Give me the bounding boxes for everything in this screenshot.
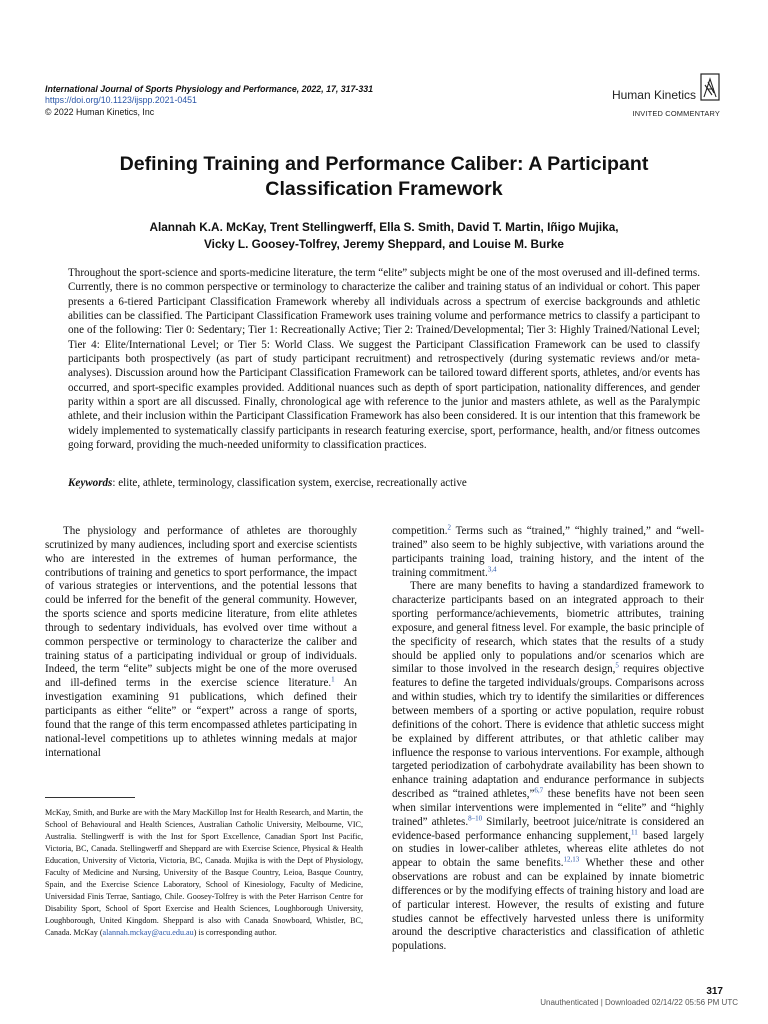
body-text: requires objective features to define the targeted individuals/groups. Comparisons across and within studies, which try to identify the similarities or differences between members of a sporting or active population, require robust definitions of the cohort. There is evidence that athletic success might be explained by different attributes, or that athletic caliber may influence the response to various interventions. For example, although targeted periodization of carbohydrate availability has been shown to enhance training adaptation and endurance performance in subjects described as “trained athletes,” [392,663,704,801]
title-line-1: Defining Training and Performance Caliber: A Participant [119,153,649,175]
footnote-divider [45,797,135,798]
footnote-tail: ) is corresponding author. [193,928,277,937]
body-text: these benefits have not been seen when similar interventions were implemented in “elite” and “highly trained” athletes. [392,788,704,828]
copyright: © 2022 Human Kinetics, Inc [45,106,155,117]
email-link[interactable]: alannah.mckay@acu.edu.au [102,928,194,937]
journal-name: International Journal of Sports Physiology and Performance [45,84,297,94]
body-text: The physiology and performance of athletes are thoroughly scrutinized by many audiences, including sport and exercise scientists who are interested in the extremes of human performance, the contributions of training and genetics to sport performance, the impact of various strategies or interventions, and the potential lessons that could be inferred for the benefit of the general community. However, the sports science and sports medicine literature, from elite athletes through to sedentary individuals, has evolved over time without a common perspective or terminology to characterize the caliber and training status of a participating individual or group of individuals. Indeed, the term “elite” subjects might be one of the more overused and ill-defined terms in the exercise science literature. [45,525,357,690]
keywords-text: : elite, athlete, terminology, classification system, exercise, recreationally active [112,477,467,489]
citation-link[interactable]: 11 [630,827,638,836]
body-column-left [45,525,357,760]
authors-line-2: Vicky L. Goosey-Tolfrey, Jeremy Sheppard, and Louise M. Burke [204,237,564,251]
citation-link[interactable]: 2 [447,523,452,532]
keywords-label: Keywords [68,477,113,489]
body-text: based largely on studies in lower-caliber athletes, whereas elite athletes do not appear to obtain the same benefits. [392,829,704,870]
body-text: Similarly, beetroot juice/nitrate is considered an evidence-based performance enhancing supplement, [392,815,705,842]
author-list [40,219,728,253]
body-text: An investigation examining 91 publications, which defined their participants as either “elite” or “expert” across a range of sports, found that the range of this term encompassed athletes participating in national-level competitions up to athletes winning medals at major international [45,677,357,759]
body-text: competition. [392,525,448,537]
journal-header [45,84,373,118]
citation-link[interactable]: 8–10 [468,814,483,823]
footnote-text: McKay, Smith, and Burke are with the Mary MacKillop Inst for Health Research, and Martin, the School of Behavioural and Health Sciences, Australian Catholic University, Melbourne, VIC, Australia. Stellingwerff is with the Inst for Sport Excellence, Canadian Sport Inst Pacific, Victoria, BC, Canada. Stellingwerff and Sheppard are with Exercise Science, Physical & Health Education, University of Victoria, Victoria, BC, Canada. Mujika is with the Dept of Physiology, Faculty of Medicine and Nursing, University of the Basque Country, Leioa, Basque Country, Spain, and the Exercise Science Laboratory, School of Kinesiology, Faculty of Medicine, Universidad Finis Terrae, Santiago, Chile. Goosey-Tolfrey is with the Peter Harrison Centre for Disability Sport, School of Sport Exercise and Health Sciences, Loughborough University, Loughborough, United Kingdom. Sheppard is also with Canada Snowboard, Whistler, BC, Canada. McKay ( [45,808,363,937]
article-type: INVITED COMMENTARY [632,109,720,118]
download-note: Unauthenticated | Downloaded 02/14/22 05:56 PM UTC [540,998,738,1007]
citation-link[interactable]: 1 [331,675,335,684]
body-text: Terms such as “trained,” “highly trained,” and “well-trained” also seem to be highly subjective, with variations around the participants training load, training history, and the intent of the training commitment. [392,525,704,579]
doi-link[interactable]: https://doi.org/10.1123/ijspp.2021-0451 [45,95,197,106]
body-text: There are many benefits to having a standardized framework to characterize participants based on an integrated approach to their sporting performance/achievements, biometric attributes, training exposure, and general fitness level. For example, the basic principle of the specificity of research, which states that the results of a study should be applied only to populations and/or scenarios which are similar to those involved in the research design, [392,580,704,676]
citation-link[interactable]: 5 [615,661,619,670]
paragraph [392,580,704,954]
journal-meta: , 2022, 17, 317-331 [296,84,374,94]
abstract: Throughout the sport-science and sports-medicine literature, the term “elite” subjects might be one of the most overused and ill-defined terms. Currently, there is no common perspective or terminology to characterize the caliber and training status of an individual or cohort. This paper presents a 6-tiered Participant Classification Framework whereby all individuals across a spectrum of exercise backgrounds and athletic abilities can be classified. The Participant Classification Framework uses training volume and performance metrics to classify a participant to one of the following: Tier 0: Sedentary; Tier 1: Recreationally Active; Tier 2: Trained/Developmental; Tier 3: Highly Trained/National Level; Tier 4: Elite/International Level; or Tier 5: World Class. We suggest the Participant Classification Framework can be used to classify participants both prospectively (as part of study participant recruitment) and retrospectively (during systematic reviews and/or meta-analyses). Discussion around how the Participant Classification Framework can be tailored toward different sports, athletes, and/or events has occurred, and sport-specific examples provided. Additional nuances such as depth of sport participation, nationality differences, and gender parity within a sport are all discussed. Finally, chronological age with reference to the junior and masters athlete, as well as the Paralympic athlete, and their inclusion within the Participant Classification Framework has also been considered. It is our intention that this framework be widely implemented to systematically classify participants in research featuring exercise, sport, performance, health, and/or fitness outcomes going forward, providing the much-needed uniformity to classification practices. [68,267,700,452]
page-number: 317 [706,986,723,997]
body-text: Whether these and other observations are robust and can be explained by innate biometric differences or by the modifying effects of training history and load are of particular interest. However, the results of existing and future studies cannot be effectively harvested unless there is uniformity around the descriptive characteristics and classification of athletic populations. [392,857,704,953]
paragraph [45,525,357,760]
citation-link[interactable]: 12,13 [563,855,580,864]
title-line-2: Classification Framework [265,178,503,200]
article-title [40,152,728,202]
publisher-logo [520,73,720,121]
keywords [68,477,700,489]
paragraph [392,525,704,580]
human-kinetics-logo-icon [700,73,720,101]
citation-link[interactable]: 3,4 [487,564,497,573]
author-affiliations-footnote [45,807,363,939]
authors-line-1: Alannah K.A. McKay, Trent Stellingwerff, Ella S. Smith, David T. Martin, Iñigo Mujika, [149,220,619,234]
body-column-right [392,525,704,954]
citation-link[interactable]: 6,7 [534,786,544,795]
publisher-name: Human Kinetics [611,88,696,102]
